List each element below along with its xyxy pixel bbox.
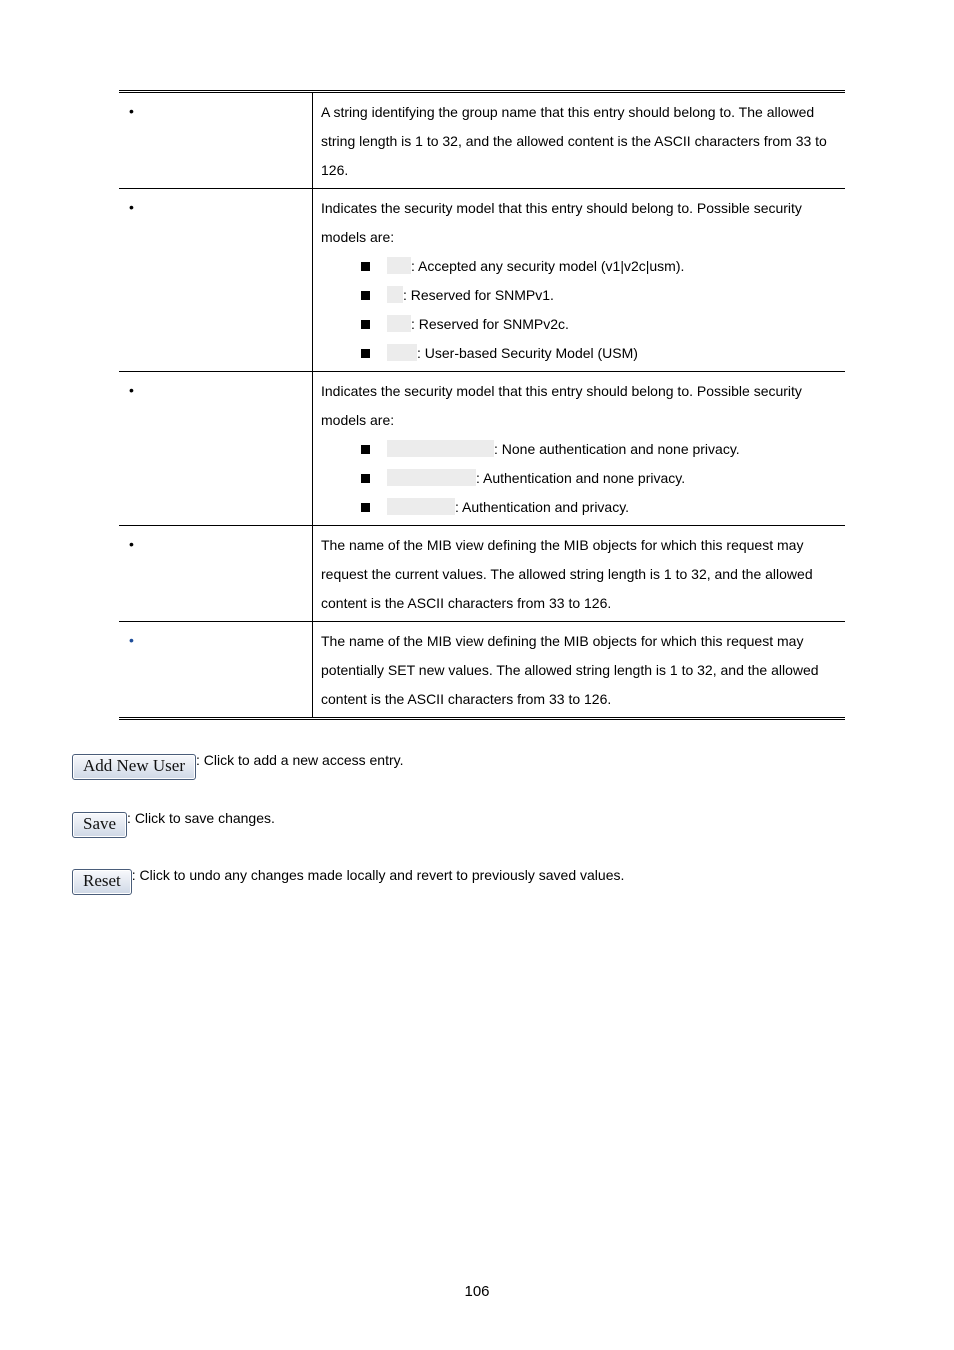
table-row — [119, 189, 845, 372]
parameter-description-cell — [313, 372, 846, 526]
parameter-description-cell — [313, 92, 846, 189]
list-item — [321, 252, 837, 281]
option-text: : Authentication and privacy. — [455, 499, 630, 515]
option-list — [321, 252, 837, 368]
save-button[interactable]: Save — [72, 812, 127, 838]
redacted-value — [387, 440, 494, 457]
table-row — [119, 372, 845, 526]
save-description: : Click to save changes. — [127, 810, 275, 826]
reset-description: : Click to undo any changes made locally and revert to previously saved values. — [131, 867, 625, 883]
redacted-value — [387, 344, 417, 361]
reset-row — [72, 867, 624, 895]
redacted-value — [387, 469, 476, 486]
table-row — [119, 622, 845, 719]
square-bullet-icon — [361, 503, 370, 512]
square-bullet-icon — [361, 262, 370, 271]
list-item — [321, 464, 837, 493]
parameter-name-cell — [119, 622, 313, 719]
save-row — [72, 810, 275, 838]
option-text: : Reserved for SNMPv1. — [403, 287, 554, 303]
description-text: The name of the MIB view defining the MIB objects for which this request may request the current values. The allowed string length is 1 to 32, and the allowed content is the ASCII characters from 33 to 126. — [321, 537, 813, 611]
parameter-description-cell — [313, 526, 846, 622]
redacted-value — [387, 257, 411, 274]
add-new-user-description: : Click to add a new access entry. — [195, 752, 404, 768]
parameter-table — [119, 90, 845, 720]
parameter-name-cell — [119, 92, 313, 189]
bullet-icon: • — [129, 632, 134, 648]
square-bullet-icon — [361, 291, 370, 300]
list-item — [321, 493, 837, 522]
description-text: Indicates the security model that this entry should belong to. Possible security models are: — [321, 383, 802, 428]
parameter-description-cell — [313, 622, 846, 719]
redacted-value — [387, 498, 455, 515]
redacted-value — [387, 315, 411, 332]
add-new-user-row — [72, 752, 403, 780]
option-list — [321, 435, 837, 522]
list-item — [321, 281, 837, 310]
option-text: : User-based Security Model (USM) — [417, 345, 638, 361]
list-item — [321, 310, 837, 339]
list-item — [321, 339, 837, 368]
reset-button[interactable]: Reset — [72, 869, 132, 895]
table-row — [119, 526, 845, 622]
description-text: Indicates the security model that this entry should belong to. Possible security models are: — [321, 200, 802, 245]
redacted-value — [387, 286, 403, 303]
square-bullet-icon — [361, 320, 370, 329]
parameter-name-cell — [119, 189, 313, 372]
add-new-user-button[interactable]: Add New User — [72, 754, 196, 780]
parameter-name-cell — [119, 526, 313, 622]
option-text: : Accepted any security model (v1|v2c|usm). — [411, 258, 685, 274]
bullet-icon: • — [129, 382, 134, 398]
parameter-name-cell — [119, 372, 313, 526]
bullet-icon: • — [129, 536, 134, 552]
description-text: A string identifying the group name that this entry should belong to. The allowed string length is 1 to 32, and the allowed content is the ASCII characters from 33 to 126. — [321, 104, 827, 178]
table-row — [119, 92, 845, 189]
square-bullet-icon — [361, 445, 370, 454]
list-item — [321, 435, 837, 464]
option-text: : Reserved for SNMPv2c. — [411, 316, 569, 332]
page-number: 106 — [464, 1283, 490, 1300]
description-text: The name of the MIB view defining the MIB objects for which this request may potentially SET new values. The allowed string length is 1 to 32, and the allowed content is the ASCII characters from 33 to 126. — [321, 633, 819, 707]
square-bullet-icon — [361, 474, 370, 483]
option-text: : Authentication and none privacy. — [476, 470, 686, 486]
square-bullet-icon — [361, 349, 370, 358]
bullet-icon: • — [129, 103, 134, 119]
parameter-description-cell — [313, 189, 846, 372]
bullet-icon: • — [129, 199, 134, 215]
option-text: : None authentication and none privacy. — [494, 441, 740, 457]
